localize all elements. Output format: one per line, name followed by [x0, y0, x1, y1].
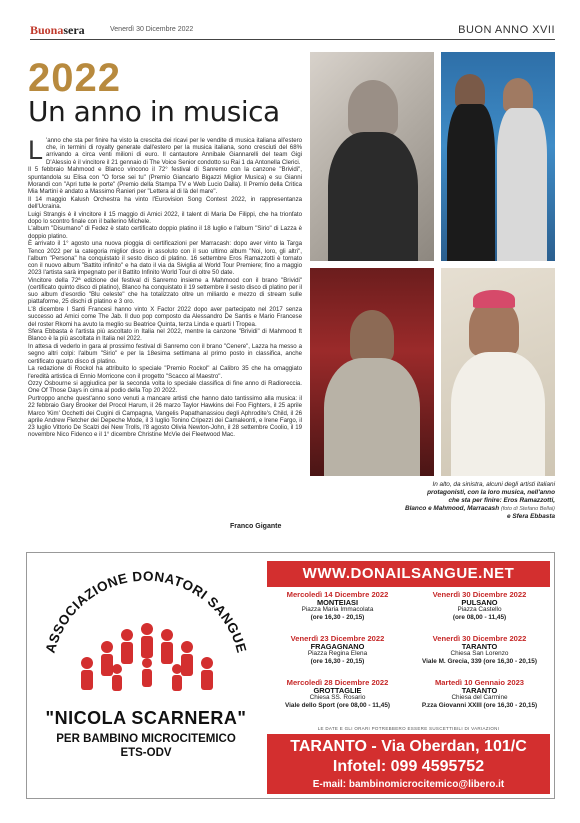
article-body	[28, 137, 302, 439]
schedule-slot	[409, 679, 550, 709]
article-year: 2022	[28, 56, 121, 100]
person-body	[447, 104, 495, 261]
schedule-slot	[409, 591, 550, 621]
article-paragraph: Ozzy Osbourne si aggiudica per la seconda volta lo speciale classifica di fine anno di Radioreccia. One Of Those Days in cima al podio della Top 20 2022.	[28, 380, 302, 395]
photo-eros-ramazzotti	[310, 52, 434, 261]
slot-city: TARANTO	[461, 685, 498, 695]
people-chain-icon	[77, 607, 217, 693]
slot-date: Venerdì 30 Dicembre 2022	[432, 634, 527, 643]
slot-hours: (ore 16,30 - 20,15)	[310, 657, 365, 665]
schedule-disclaimer: LE DATE E GLI ORARI POTREBBERO ESSERE SUSCETTIBILI DI VARIAZIONI	[317, 726, 500, 731]
contact-email[interactable]: E-mail: bambinomicrocitemico@libero.it	[312, 779, 505, 790]
association-honoree: "NICOLA SCARNERA"	[45, 708, 247, 728]
photo-sfera-ebbasta	[441, 268, 555, 476]
article-title: Un anno in musica	[28, 95, 280, 128]
article-paragraph: È arrivato il 1° agosto una nuova pioggia di certificazioni per Marracash: dopo aver vinto la Targa Tenco 2022 per la categoria miglior disco in assoluto con il suo ultimo album "Noi, loro, gli altri", l'album "Persona" ha conquistato il sesto disco di platino. 16 settembre Eros Ramazzotti è tornato con il nuovo album "Battito infinito" e ha dato il via da Siviglia al World Tour Premiere; fino a maggio 2023 l'artista sarà impegnato per il Battito Infinito World Tour di oltre 50 date.	[28, 240, 302, 277]
slot-place: Piazza Castello	[457, 606, 502, 613]
contact-phone[interactable]: Infotel: 099 4595752	[332, 758, 485, 775]
article-paragraph: In attesa di vederlo in gara al prossimo festival di Sanremo con il brano "Cenere", Lazza ha messo a segno altri colpi: l'album "Sirio" e per la 18esima settimana al primo posto in classifica, anche certificato quarto disco di platino.	[28, 343, 302, 365]
slot-place: Chiesa SS. Rosario	[309, 694, 366, 701]
issue-date: Venerdì 30 Dicembre 2022	[110, 26, 194, 33]
schedule-slot	[267, 679, 408, 709]
association-purpose: PER BAMBINO MICROCITEMICO	[56, 733, 236, 745]
slot-date: Mercoledì 28 Dicembre 2022	[286, 678, 389, 687]
person-body	[497, 108, 547, 261]
association-name-arc: ASSOCIAZIONE DONATORI SANGUE	[42, 568, 250, 655]
brand-part-b: sera	[63, 23, 85, 37]
person-silhouette	[455, 74, 485, 108]
association-type: ETS-ODV	[120, 747, 172, 759]
slot-city: MONTEIASI	[316, 597, 359, 607]
slot-city: FRAGAGNANO	[310, 641, 365, 651]
slot-city: PULSANO	[461, 597, 498, 607]
newspaper-brand[interactable]	[30, 23, 85, 38]
article-paragraph: L'8 dicembre I Santi Francesi hanno vinto X Factor 2022 dopo aver partecipato nel 2017 senza successo ad Amici come The Jab. Il duo pop composto da Alessandro De Santis e Mario Francese del roster Rkomi ha avuto la meglio su Beatrice Quinta, terza Linda e quarti I Tropea.	[28, 306, 302, 328]
photo-blanco-mahmood	[441, 52, 555, 261]
slot-place: Piazza Regina Elena	[307, 650, 368, 657]
article-paragraph: Il 5 febbraio Mahmood e Blanco vincono il 72° festival di Sanremo con la canzone "Brividi", spuntandola su Elisa con "O forse sei tu" (Premio Giancarlo Bigazzi Miglior Musica) e su Gianni Morandi con "Apri tutte le porte" (Premio della Stampa TV e Web Lucio Dalla). Il Premio della Critica Mia Martini è andato a Massimo Ranieri per "Lettera al di là del mare".	[28, 166, 302, 195]
blood-donation-ad[interactable]	[26, 552, 555, 799]
slot-city: TARANTO	[461, 641, 498, 651]
association-logo	[35, 563, 257, 793]
drop-cap: L	[28, 135, 44, 165]
photo-credit: (foto di Stefano Bellai)	[500, 506, 555, 512]
association-subtitle	[35, 708, 257, 759]
caption-line: protagonisti, con la loro musica, nell'anno	[427, 489, 555, 496]
section-title: BUON ANNO XVII	[458, 24, 555, 36]
slot-hours: (ore 16,30 - 20,15)	[310, 613, 365, 621]
article-author: Franco Gigante	[230, 523, 282, 530]
slot-date: Venerdì 23 Dicembre 2022	[290, 634, 385, 643]
article-paragraph: L'album "Disumano" di Fedez è stato certificato doppio platino il 18 luglio e l'album "Sirio" di Lazza è doppio platino.	[28, 225, 302, 240]
slot-place: Chiesa San Lorenzo	[450, 650, 509, 657]
caption-line: In alto, da sinistra, alcuni degli artisti italiani	[432, 481, 555, 488]
slot-city: GROTTAGLIE	[313, 685, 362, 695]
schedule-slot	[267, 591, 408, 621]
slot-hours: Viale M. Grecia, 339 (ore 16,30 - 20,15)	[422, 657, 537, 665]
schedule-slot	[409, 635, 550, 665]
contact-box	[267, 734, 550, 794]
slot-place: Chiesa del Carmine	[451, 694, 508, 701]
person-body	[324, 358, 420, 476]
caption-line: Blanco e Mahmood, Marracash	[404, 505, 500, 512]
article-paragraph: 'anno che sta per finire ha visto la crescita dei ricavi per le vendite di musica italiana all'estero che, in termini di royalty generate dall'estero per la musica italiana, sono cresciuti del 68% arrivando a circa venti milioni di euro. Il cantautore Annibale Giannarelli del team Gigi D'Alessio è il vincitore il 21 gennaio di The Voice Senior condotto su Rai 1 da Antonella Clerici.	[46, 137, 302, 166]
slot-place: Piazza Maria Immacolata	[301, 606, 374, 613]
brand-part-a: Buona	[30, 23, 64, 37]
person-silhouette	[350, 310, 394, 362]
photo-marracash	[310, 268, 434, 476]
donation-schedule	[267, 591, 550, 721]
slot-date: Martedì 10 Gennaio 2023	[434, 678, 525, 687]
article-paragraph: Il 14 maggio Kalush Orchestra ha vinto l'Eurovision Song Contest 2022, in rappresentanza dell'Ucraina.	[28, 195, 302, 210]
slot-hours: (ore 08,00 - 11,45)	[452, 613, 507, 621]
person-body	[328, 132, 418, 261]
contact-address: TARANTO - Via Oberdan, 101/C	[290, 738, 527, 755]
schedule-slot	[267, 635, 408, 665]
slot-date: Venerdì 30 Dicembre 2022	[432, 590, 527, 599]
slot-hours: Viale dello Sport (ore 08,00 - 11,45)	[284, 701, 391, 709]
article-paragraph: Luigi Strangis è il vincitore il 15 maggio di Amici 2022, il talent di Maria De Filippi, che ha trionfato dopo lo scontro finale con il ballerino Michele.	[28, 210, 302, 225]
hair-accent	[473, 290, 515, 308]
donation-schedule-panel	[267, 561, 550, 794]
article-paragraph: La redazione di Rockol ha attribuito lo speciale "Premio Rockol" al Calibro 35 che ha omaggiato l'eredità artistica di Ennio Morricone con il progetto "Scacco al Maestro".	[28, 365, 302, 380]
article-paragraph: Vincitore della 72ª edizione del festival di Sanremo insieme a Mahmood con il brano "Brividi" (certificato quinto disco di platino), Blanco ha conquistato il 19 settembre il sesto disco di platino per il suo album d'esordio "Blu celeste" che ha totalizzato oltre un miliardo e mezzo di stream sulle piattaforme, 25 dischi di platino e 3 oro.	[28, 276, 302, 306]
caption-line: che sta per finire: Eros Ramazzotti,	[448, 497, 555, 504]
slot-date: Mercoledì 14 Dicembre 2022	[286, 590, 389, 599]
article-paragraph: Sfera Ebbasta è l'artista più ascoltato in Italia nel 2022, mentre la canzone "Brividi" di Mahmood ft Blanco è la più ascoltata in Italia nel 2022.	[28, 328, 302, 343]
slot-hours: P.zza Giovanni XXIII (ore 16,30 - 20,15)	[421, 701, 538, 709]
website-link[interactable]: WWW.DONAILSANGUE.NET	[267, 561, 550, 587]
person-silhouette	[348, 80, 398, 136]
article-paragraph: Purtroppo anche quest'anno sono venuti a mancare artisti che hanno dato tantissimo alla musica: il 22 febbraio Gary Brooker del Procol Harum, il 26 marzo Taylor Hawkins dei Foo Fighters, il 25 aprile Marco 'Kim' Occhetti dei Cugini di Campagna, Vangelis Papathanassiou degli Aphrodite's Child, il 26 aprile Andrew Fletcher dei Depeche Mode, il 3 luglio Tonino Cripezzi dei Camaleonti, e Irene Fargo, il 23 luglio Vittorio De Scalzi dei New Trolls, l'8 agosto Olivia Newton-John, il 28 settembre Coolio, il 19 novembre Nico Fidenco e il 1° dicembre Christine McVie dei Fleetwood Mac.	[28, 395, 302, 439]
person-body	[451, 352, 545, 476]
page-header	[30, 22, 555, 40]
caption-line: e Sfera Ebbasta	[507, 513, 555, 520]
photo-caption	[360, 481, 555, 521]
person-silhouette	[503, 78, 533, 112]
